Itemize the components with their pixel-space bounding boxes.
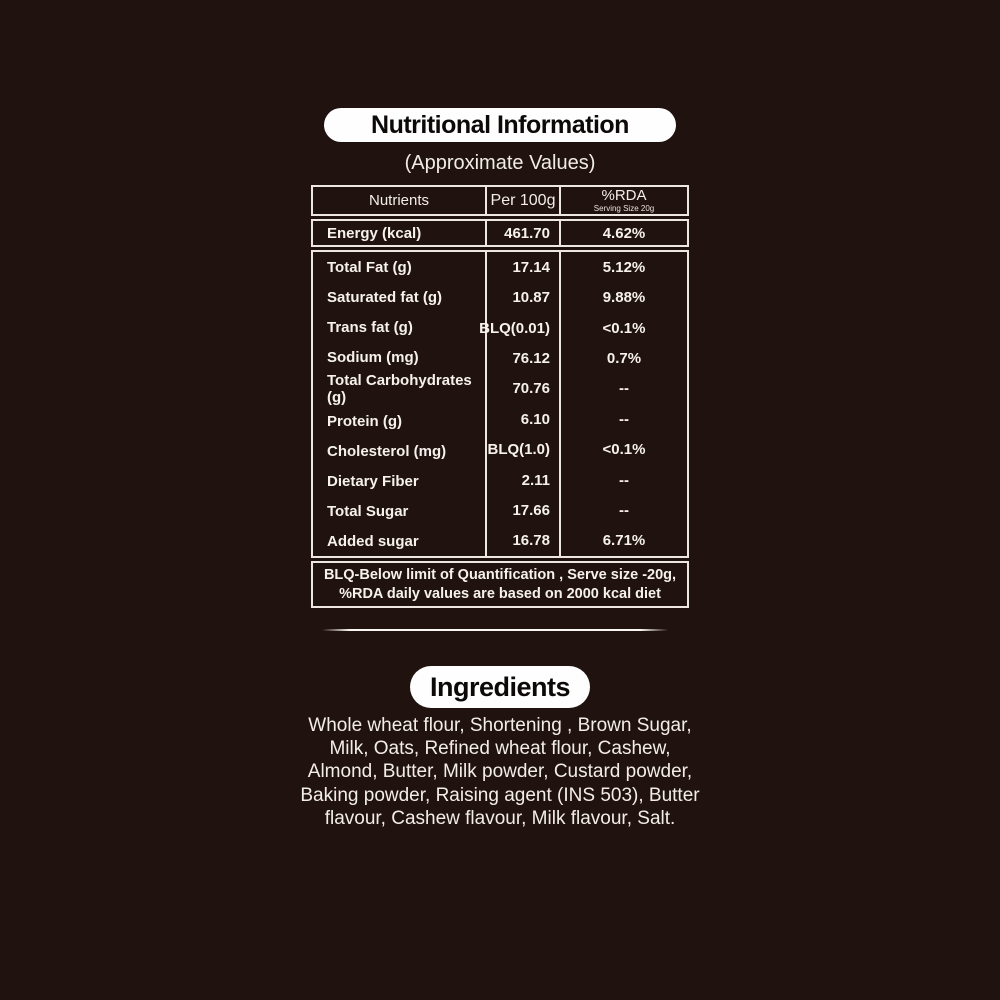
per-100g-value: 461.70 xyxy=(487,221,561,245)
ingredients-title-pill xyxy=(410,666,590,708)
nutrient-name: Sodium (mg) xyxy=(327,348,419,366)
column-header-per-100g: Per 100g xyxy=(487,187,561,214)
nutrient-name: Cholesterol (mg) xyxy=(327,442,447,460)
per-100g-value: 76.12 xyxy=(512,349,550,367)
column-header-rda xyxy=(561,187,687,214)
per-100g-value: 6.10 xyxy=(520,410,550,428)
table-header-row xyxy=(311,185,689,216)
nutrient-name: Added sugar xyxy=(327,532,419,550)
energy-row xyxy=(311,219,689,247)
per-100g-value: 17.66 xyxy=(512,501,550,519)
page-title: Nutritional Information xyxy=(371,110,629,139)
rda-value: 9.88% xyxy=(602,289,646,307)
nutrient-name: Trans fat (g) xyxy=(327,318,413,336)
nutrient-name: Total Sugar xyxy=(327,502,409,520)
ingredients-text: Whole wheat flour, Shortening , Brown Sugar, Milk, Oats, Refined wheat flour, Cashew, Almond, Butter, Milk powder, Custard powder, Baking powder, Raising agent (INS 503), Butter flavour, Cashew flavour, Milk flavour, Salt. xyxy=(300,715,700,829)
rda-value: -- xyxy=(619,501,629,519)
column-header-nutrients: Nutrients xyxy=(313,187,487,214)
per-100g-value: BLQ(1.0) xyxy=(487,441,550,459)
rda-value: 4.62% xyxy=(602,224,646,242)
approximate-values-subtitle: (Approximate Values) xyxy=(404,152,596,174)
nutrient-name: Energy (kcal) xyxy=(313,221,487,245)
per-100g-column xyxy=(479,252,561,556)
rda-value: <0.1% xyxy=(602,441,646,459)
footnote-line-1: BLQ-Below limit of Quantification , Serve size -20g, xyxy=(323,566,677,583)
per-100g-value: 2.11 xyxy=(521,471,550,489)
nutrient-name: Dietary Fiber xyxy=(327,472,419,490)
serving-size-subnote: Serving Size 20g xyxy=(593,204,655,213)
footnote-line-2: %RDA daily values are based on 2000 kcal diet xyxy=(339,585,661,602)
nutrient-name: Saturated fat (g) xyxy=(327,288,443,306)
nutrient-name: Total Fat (g) xyxy=(327,258,412,276)
rda-value: 6.71% xyxy=(602,532,646,550)
ingredients-title: Ingredients xyxy=(429,671,571,702)
per-100g-value: 16.78 xyxy=(512,532,550,550)
nutrient-name: Total Carbohydrates (g) xyxy=(327,372,472,406)
per-100g-value: 10.87 xyxy=(512,289,550,307)
rda-value: <0.1% xyxy=(602,319,646,337)
rda-value: -- xyxy=(619,410,629,428)
per-100g-value: 70.76 xyxy=(512,380,550,398)
nutrients-column xyxy=(313,252,487,556)
rda-value: -- xyxy=(619,380,629,398)
rda-value: 5.12% xyxy=(602,258,646,276)
per-100g-value: BLQ(0.01) xyxy=(479,319,550,337)
rda-label: %RDA xyxy=(601,187,647,204)
rda-value: -- xyxy=(619,471,629,489)
table-footnote xyxy=(311,561,689,608)
nutritional-information-title-pill xyxy=(324,108,676,142)
nutrient-name: Protein (g) xyxy=(327,412,402,430)
nutrients-table-body xyxy=(311,250,689,558)
divider-line xyxy=(322,629,668,631)
per-100g-value: 17.14 xyxy=(512,258,550,276)
rda-column xyxy=(561,252,687,556)
rda-value: 0.7% xyxy=(606,349,642,367)
